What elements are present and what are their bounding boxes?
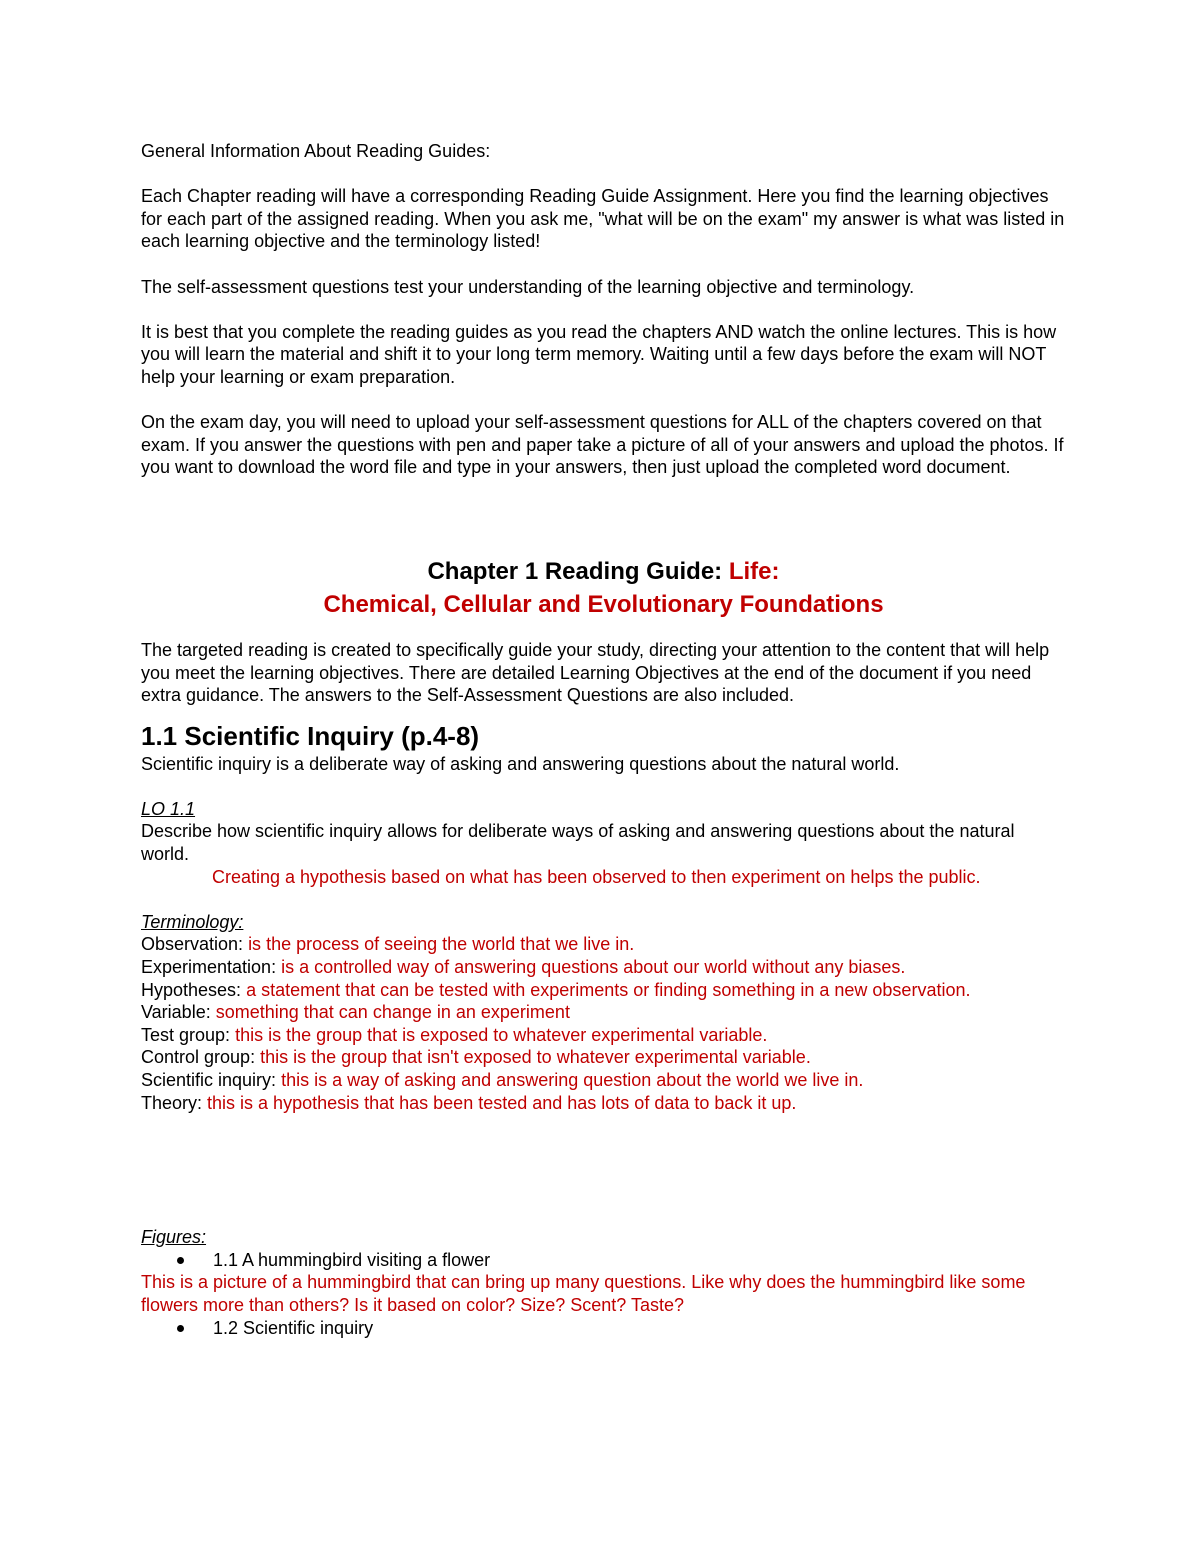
terminology-list: [141, 933, 1066, 1114]
term-row: [141, 979, 1066, 1002]
chapter-title: [141, 555, 1066, 621]
learning-objective-label: LO 1.1: [141, 798, 196, 819]
intro-paragraph: The targeted reading is created to specifically guide your study, directing your attention to the content that will help you meet the learning objectives. There are detailed Learning Objectives at the end of the document if you need extra guidance. The answers to the Self-Assessment Questions are also included.: [141, 639, 1050, 706]
term-name: Experimentation:: [141, 957, 282, 978]
chapter-subtitle: Chemical, Cellular and Evolutionary Foundations: [323, 590, 884, 618]
learning-objective-text: Describe how scientific inquiry allows for deliberate ways of asking and answering questions about the natural world.: [141, 821, 1015, 865]
term-name: Observation:: [141, 934, 249, 955]
term-row: [141, 1001, 1066, 1024]
term-row: [141, 1046, 1066, 1069]
term-name: Scientific inquiry:: [141, 1070, 282, 1090]
term-name: Test group:: [141, 1024, 236, 1045]
learning-objective-answer: Creating a hypothesis based on what has been observed to then experiment on helps the public.: [212, 866, 981, 887]
term-definition: something that can change in an experiment: [215, 1002, 570, 1023]
figure-item: 1.2 Scientific inquiry: [141, 1317, 1066, 1340]
chapter-title-red: Life:: [728, 557, 780, 585]
section-summary: Scientific inquiry is a deliberate way of asking and answering questions about the natural world.: [141, 753, 900, 774]
term-name: Control group:: [141, 1047, 261, 1068]
figure-item: 1.1 A hummingbird visiting a flower: [141, 1249, 1066, 1272]
figures-label: Figures:: [141, 1227, 207, 1248]
term-row: [141, 933, 1066, 956]
term-row: [141, 1092, 1066, 1115]
term-definition: this is the group that is exposed to whatever experimental variable.: [235, 1024, 768, 1045]
term-name: Theory:: [141, 1092, 208, 1113]
term-row: [141, 956, 1066, 979]
term-definition: this is a way of asking and answering question about the world we live in.: [281, 1070, 864, 1090]
term-definition: is a controlled way of answering questions about our world without any biases.: [281, 957, 906, 978]
document-page: [141, 140, 1066, 1339]
term-definition: is the process of seeing the world that we live in.: [248, 934, 635, 955]
terminology-label: Terminology:: [141, 911, 244, 932]
figures-list: [141, 1317, 1066, 1340]
figures-list: [141, 1249, 1066, 1272]
term-definition: this is the group that isn't exposed to whatever experimental variable.: [260, 1047, 811, 1068]
general-info-heading: General Information About Reading Guides:: [141, 141, 491, 161]
term-row: [141, 1069, 1066, 1092]
figure-note: This is a picture of a hummingbird that can bring up many questions. Like why does the hummingbird like some flowers more than others? Is it based on color? Size? Scent? Taste?: [141, 1272, 1026, 1315]
chapter-title-black: Chapter 1 Reading Guide:: [427, 557, 729, 585]
term-definition: this is a hypothesis that has been tested and has lots of data to back it up.: [207, 1092, 797, 1113]
term-name: Hypotheses:: [141, 979, 247, 1000]
general-paragraph: Each Chapter reading will have a corresponding Reading Guide Assignment. Here you find the learning objectives for each part of the assigned reading. When you ask me, "what will be on the exam" my answer is what was listed in each learning objective and the terminology listed!: [141, 186, 1065, 252]
term-name: Variable:: [141, 1002, 216, 1023]
term-row: [141, 1024, 1066, 1047]
general-paragraph: On the exam day, you will need to upload your self-assessment questions for ALL of the chapters covered on that exam. If you answer the questions with pen and paper take a picture of all of your answers and upload the photos. If you want to download the word file and type in your answers, then just upload the completed word document.: [141, 412, 1064, 478]
section-heading: 1.1 Scientific Inquiry (p.4-8): [141, 720, 480, 751]
term-definition: a statement that can be tested with experiments or finding something in a new observation.: [246, 979, 971, 1000]
general-paragraph: The self-assessment questions test your understanding of the learning objective and terminology.: [141, 276, 915, 297]
general-paragraph: It is best that you complete the reading guides as you read the chapters AND watch the online lectures. This is how you will learn the material and shift it to your long term memory. Waiting until a few days before the exam will NOT help your learning or exam preparation.: [141, 321, 1057, 387]
